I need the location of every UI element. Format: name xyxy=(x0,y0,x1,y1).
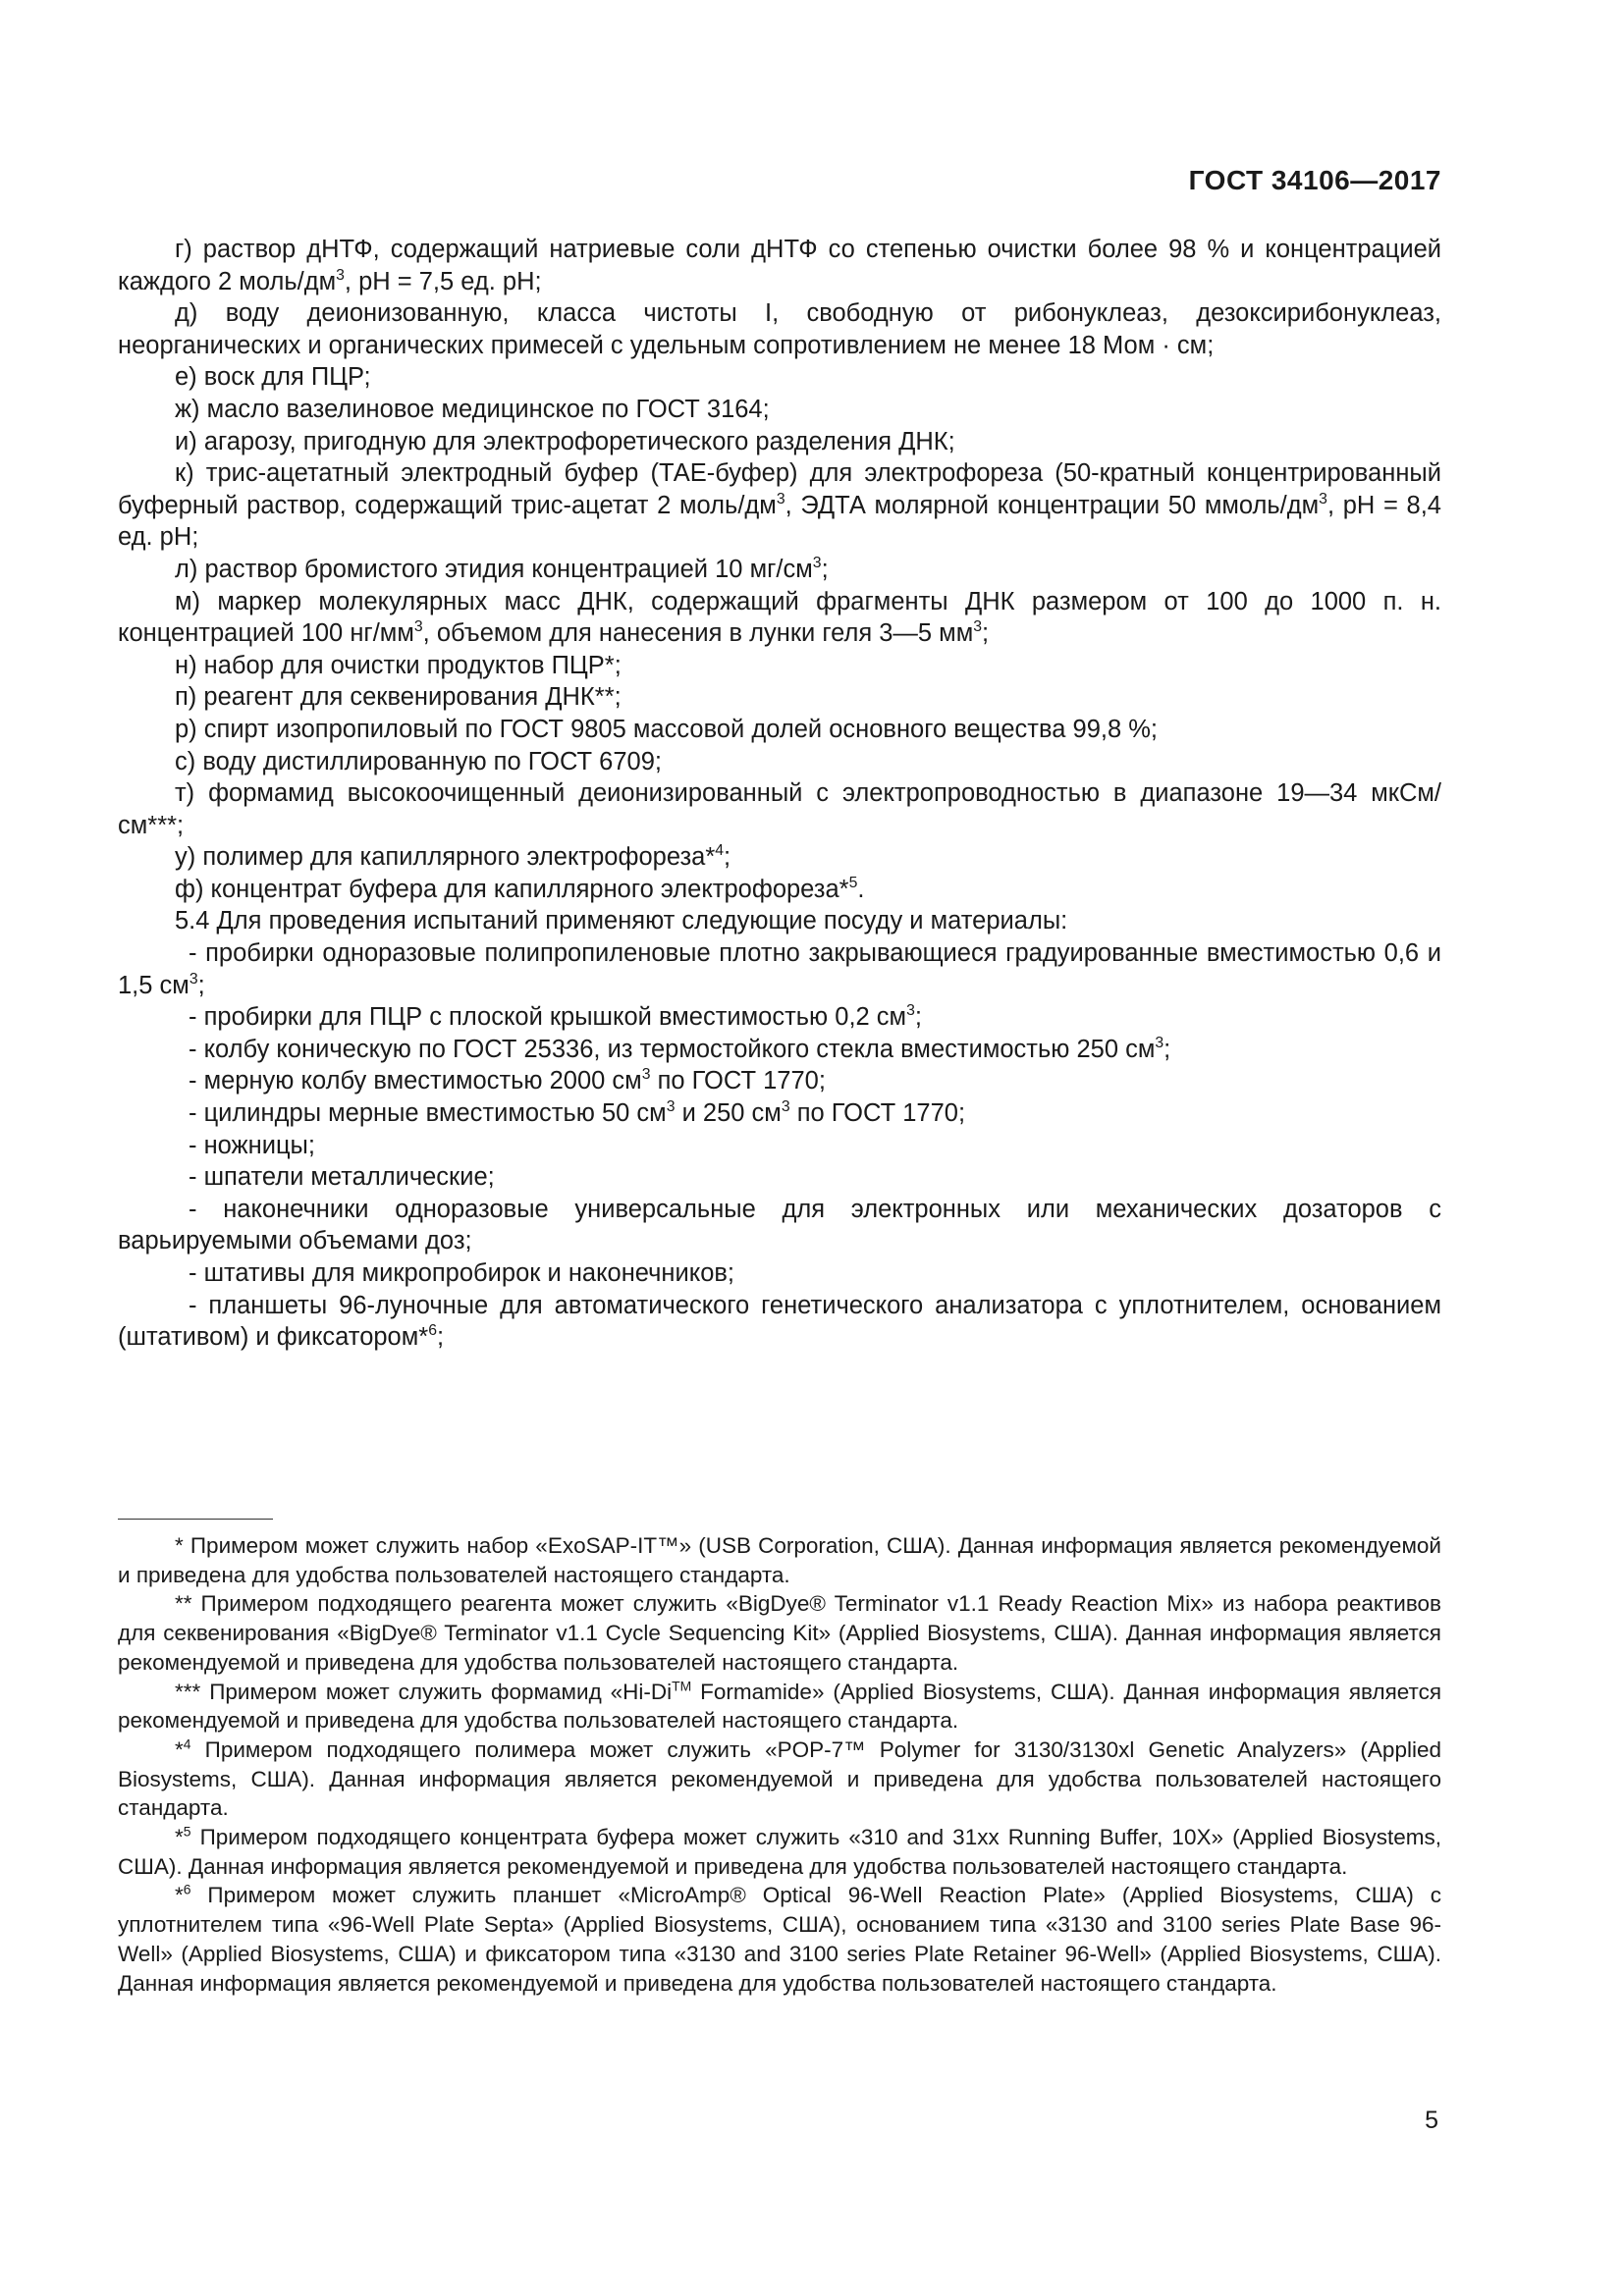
footnote: * Примером может служить набор «ExoSAP-IT™» (USB Corporation, США). Данная информация является рекомендуемой и приведена для удобства пользователей настоящего стандарта. xyxy=(118,1533,1441,1587)
footnote-divider xyxy=(118,1519,273,1520)
footnote: ** Примером подходящего реагента может служить «BigDye® Terminator v1.1 Ready Reaction Mix» из набора реактивов для секвенирования «BigDye® Terminator v1.1 Cycle Sequencing Kit» (Applied Biosystems, США). Данная информация является рекомендуемой и приведена для удобства пользователей настоящего стандарта. xyxy=(118,1591,1441,1675)
section-heading: 5.4 Для проведения испытаний применяют следующие посуду и материалы: xyxy=(175,907,1068,935)
list-item: м) маркер молекулярных масс ДНК, содержащий фрагменты ДНК размером от 100 до 1000 п. н. концентрацией 100 $нг/мм^3$, объемом для нанесения в лунки геля 3—5 $мм^3$; xyxy=(118,587,1441,648)
list-item: т) формамид высокоочищенный деионизированный с электропроводностью в диапазоне 19—34 мкСм/см***; xyxy=(118,779,1441,839)
page-number: 5 xyxy=(1425,2107,1438,2134)
dash-item: - шпатели металлические; xyxy=(189,1163,495,1192)
document-code-header: ГОСТ 34106—2017 xyxy=(1188,165,1441,195)
dash-item: - планшеты 96-луночные для автоматического генетического анализатора с уплотнителем, основанием (штативом) и фиксатором*$^6$; xyxy=(118,1291,1441,1352)
dash-item: - колбу коническую по ГОСТ 25336, из термостойкого стекла вместимостью 250 $см^3$; xyxy=(189,1035,1171,1063)
list-item: л) раствор бромистого этидия концентрацией 10 $мг/см^3$; xyxy=(175,555,829,583)
list-item: п) реагент для секвенирования ДНК**; xyxy=(175,683,622,712)
dash-item: - ножницы; xyxy=(189,1131,315,1159)
footnote: *** Примером может служить формамид «Hi-Di™ Formamide» (Applied Biosystems, США). Данная информация является рекомендуемой и приведена для удобства пользователей настоящего стандарта. xyxy=(118,1677,1442,1734)
list-item: г) раствор дНТФ, содержащий натриевые соли дНТФ со степенью очистки более 98 % и концентрацией каждого 2 моль/$дм^3$, рН = 7,5 ед. рН; xyxy=(118,236,1441,295)
footnote: *$^4$ Примером подходящего полимера может служить «POP-7™ Polymer for 3130/3130xl Genetic Analyzers» (Applied Biosystems, США). Данная информация является рекомендуемой и приведена для удобства пользователей настоящего стандарта. xyxy=(118,1735,1441,1821)
dash-item: - штативы для микропробирок и наконечников; xyxy=(189,1259,735,1287)
dash-item: - пробирки для ПЦР с плоской крышкой вместимостью 0,2 $см^3$; xyxy=(189,1002,922,1032)
dash-item: - цилиндры мерные вместимостью 50 $см^3$ и 250 $см^3$ по ГОСТ 1770; xyxy=(189,1098,966,1128)
footnote: *$^6$ Примером может служить планшет «MicroAmp® Optical 96-Well Reaction Plate» (Applied Biosystems, США) с уплотнителем типа «96-Well Plate Septa» (Applied Biosystems, США), основанием типа «3130 and 3100 series Plate Base 96-Well» (Applied Biosystems, США) и фиксатором типа «3130 and 3100 series Plate Retainer 96-Well» (Applied Biosystems, США). Данная информация является рекомендуемой и приведена для удобства пользователей настоящего стандарта. xyxy=(118,1881,1441,1996)
dash-item: - наконечники одноразовые универсальные для электронных или механических дозаторов с варьируемыми объемами доз; xyxy=(118,1195,1441,1255)
list-item: и) агарозу, пригодную для электрофоретического разделения ДНК; xyxy=(175,427,955,455)
main-text xyxy=(118,234,1441,1354)
footnote: *$^5$ Примером подходящего концентрата буфера может служить «310 and 31xx Running Buffer, 10X» (Applied Biosystems, США). Данная информация является рекомендуемой и приведена для удобства пользователей настоящего стандарта. xyxy=(118,1823,1441,1879)
list-item: к) трис-ацетатный электродный буфер (ТАЕ-буфер) для электрофореза (50-кратный концентрированный буферный раствор, содержащий трис-ацетат 2 моль/$дм^3$, ЭДТА молярной концентрации 50 ммоль/$дм^3$, рН = 8,4 ед. рН; xyxy=(118,459,1441,552)
list-item: д) воду деионизованную, класса чистоты I, свободную от рибонуклеаз, дезоксирибонуклеаз, неорганических и органических примесей с удельным сопротивлением не менее 18 Мом · см; xyxy=(118,299,1441,359)
list-item: н) набор для очистки продуктов ПЦР*; xyxy=(175,651,622,679)
list-item: с) воду дистиллированную по ГОСТ 6709; xyxy=(175,747,662,775)
footnotes xyxy=(118,1531,1441,1998)
list-item: у) полимер для капиллярного электрофореза*$^4$; xyxy=(175,842,731,872)
list-item: ж) масло вазелиновое медицинское по ГОСТ 3164; xyxy=(175,395,770,423)
list-item: р) спирт изопропиловый по ГОСТ 9805 массовой долей основного вещества 99,8 %; xyxy=(175,715,1158,743)
list-item: ф) концентрат буфера для капиллярного электрофореза*$^5$. xyxy=(175,875,865,903)
dash-item: - пробирки одноразовые полипропиленовые плотно закрывающиеся градуированные вместимостью 0,6 и 1,5 $см^3$; xyxy=(118,939,1441,999)
list-item: е) воск для ПЦР; xyxy=(175,363,371,392)
dash-item: - мерную колбу вместимостью 2000 $см^3$ по ГОСТ 1770; xyxy=(189,1066,826,1095)
